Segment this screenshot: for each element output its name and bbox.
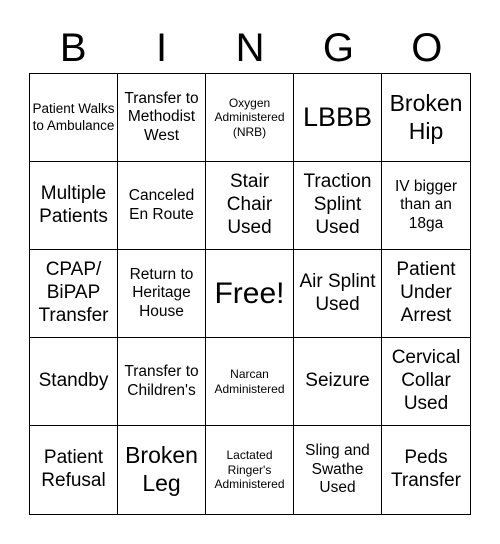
bingo-cell[interactable]	[206, 338, 294, 426]
bingo-header	[29, 22, 471, 74]
bingo-cell-text: Lactated Ringer's Administered	[214, 448, 285, 492]
bingo-cell[interactable]	[382, 162, 470, 250]
bingo-cell[interactable]	[118, 74, 206, 162]
bingo-cell-text: Free!	[214, 276, 285, 310]
bingo-cell[interactable]	[30, 338, 118, 426]
bingo-cell[interactable]	[30, 250, 118, 338]
bingo-cell[interactable]	[382, 74, 470, 162]
bingo-cell-text: LBBB	[302, 102, 373, 133]
bingo-cell[interactable]	[294, 162, 382, 250]
bingo-cell[interactable]	[118, 162, 206, 250]
bingo-cell[interactable]	[30, 426, 118, 514]
bingo-cell[interactable]	[118, 250, 206, 338]
bingo-free-cell[interactable]	[206, 250, 294, 338]
bingo-cell[interactable]	[294, 250, 382, 338]
bingo-cell-text: Peds Transfer	[390, 447, 462, 491]
bingo-cell-text: Narcan Administered	[214, 367, 285, 396]
bingo-card-grid	[29, 73, 471, 515]
bingo-cell[interactable]	[294, 426, 382, 514]
bingo-cell[interactable]	[382, 250, 470, 338]
header-letter-g: G	[322, 26, 354, 70]
bingo-cell-text: Patient Under Arrest	[396, 259, 456, 326]
bingo-cell-text: Cervical Collar Used	[391, 347, 461, 414]
bingo-cell-text: Seizure	[305, 370, 370, 392]
header-letter-n: N	[235, 26, 265, 70]
bingo-cell-text: Broken Hip	[389, 89, 463, 144]
bingo-cell[interactable]	[30, 162, 118, 250]
bingo-cell[interactable]	[206, 74, 294, 162]
bingo-cell-text: Return to Heritage House	[129, 265, 194, 320]
header-letter-b: B	[59, 26, 87, 70]
bingo-cell[interactable]	[206, 426, 294, 514]
bingo-cell-text: Traction Splint Used	[303, 171, 372, 238]
bingo-cell-text: Transfer to Children's	[124, 362, 199, 399]
bingo-cell[interactable]	[118, 338, 206, 426]
bingo-cell-text: Standby	[38, 370, 109, 392]
bingo-cell[interactable]	[206, 162, 294, 250]
bingo-cell-text: Patient Walks to Ambulance	[32, 101, 115, 133]
bingo-cell[interactable]	[382, 338, 470, 426]
bingo-cell[interactable]	[294, 338, 382, 426]
bingo-cell[interactable]	[30, 74, 118, 162]
bingo-cell[interactable]	[118, 426, 206, 514]
bingo-cell-text: CPAP/ BiPAP Transfer	[38, 259, 109, 326]
bingo-cell-text: Stair Chair Used	[226, 171, 273, 238]
bingo-cell-text: Transfer to Methodist West	[124, 89, 199, 144]
bingo-cell[interactable]	[382, 426, 470, 514]
bingo-cell-text: Patient Refusal	[41, 447, 106, 491]
bingo-cell-text: Broken Leg	[125, 442, 198, 496]
header-letter-i: I	[156, 26, 168, 70]
bingo-cell-text: IV bigger than an 18ga	[394, 177, 458, 232]
bingo-cell-text: Canceled En Route	[128, 186, 195, 223]
bingo-cell-text: Oxygen Administered (NRB)	[214, 95, 285, 139]
bingo-cell-text: Multiple Patients	[39, 182, 108, 227]
header-letter-o: O	[411, 26, 443, 70]
bingo-cell-text: Sling and Swathe Used	[305, 442, 370, 497]
bingo-cell[interactable]	[294, 74, 382, 162]
bingo-cell-text: Air Splint Used	[299, 270, 376, 315]
